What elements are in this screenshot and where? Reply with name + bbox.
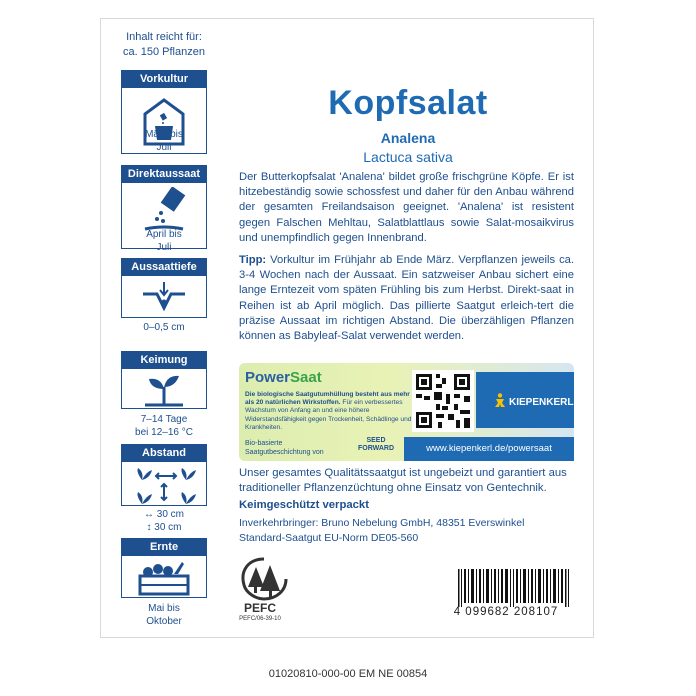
pefc-label: PEFC <box>243 601 276 615</box>
qr-code[interactable] <box>412 370 474 432</box>
tip-text: Vorkultur im Frühjahr ab Ende März. Verpflanzen jeweils ca. 3-4 Wochen nach der Aussaat. Ein satzweiser Anbau sichert eine lange Erntezeit vom späten Frühling bis zum Herbst. Direkt-saat in Reihen ist ab April möglich. Das pillierte Saatgut erleich-tert die präzise Aussaat im richtigen Abstand. Die überzähligen Pflanzen können as Babyleaf-Salat verwendet werden. <box>239 254 574 343</box>
content-amount: Inhalt reicht für: ca. 150 Pflanzen <box>123 31 205 58</box>
quality-statement: Unser gesamtes Qualitätssaatgut ist ungebeizt und garantiert aus traditioneller Pflanzenzüchtung ohne Einsatz von Gentechnik. <box>239 467 567 494</box>
ean-barcode <box>456 569 574 633</box>
aussaattiefe-box <box>121 258 207 318</box>
abstand-label: Abstand <box>122 445 206 462</box>
abstand-caption: ↔ 30 cm ↕ 30 cm <box>143 509 184 533</box>
keimung-label: Keimung <box>122 352 206 369</box>
sowing-depth-icon <box>139 280 189 316</box>
powersaat-url[interactable]: www.kiepenkerl.de/powersaat <box>404 437 574 461</box>
keimung-box <box>121 351 207 409</box>
product-title: Kopfsalat <box>328 84 488 122</box>
ernte-box <box>121 538 207 598</box>
keimung-caption: 7–14 Tage bei 12–16 °C <box>135 414 193 438</box>
barcode-number: 4 099682 208107 <box>453 606 559 618</box>
harvest-crate-icon <box>134 560 194 598</box>
variety-name: Analena <box>380 130 436 146</box>
plant-spacing-icon <box>132 466 196 506</box>
direktaussaat-caption: April bis Juli <box>146 229 182 253</box>
sidebar <box>117 30 211 60</box>
aussaattiefe-caption: 0–0,5 cm <box>143 322 185 333</box>
direktaussaat-label: Direktaussaat <box>122 166 206 183</box>
pefc-trees-icon <box>236 557 292 601</box>
tip-paragraph <box>239 253 574 344</box>
powersaat-description: Die biologische Saatgutumhüllung besteht aus mehr als 20 natürlichen Wirkstoffen. Für ein verbessertes Wachstum von Anfang an und eine höhere Widerstandsfähigkeit gegen Trockenheit, Schädlinge und Krankheiten. <box>245 391 412 431</box>
seed-packet-sowing-icon <box>139 187 189 233</box>
ernte-label: Ernte <box>122 539 206 556</box>
seed-forward-logo: SEED FORWARD <box>357 437 395 452</box>
sealed-statement: Keimgeschützt verpackt <box>239 499 369 511</box>
powersaat-logo: PowerSaat <box>245 369 322 386</box>
pefc-code: PEFC/06-39-10 <box>239 616 281 622</box>
distributor-info: Inverkehrbringer: Bruno Nebelung GmbH, 48351 Everswinkel <box>239 517 525 529</box>
seedling-icon <box>139 373 189 407</box>
vorkultur-label: Vorkultur <box>122 71 206 88</box>
latin-name: Lactuca sativa <box>363 149 453 165</box>
qr-code-icon <box>412 370 474 432</box>
kiepenkerl-logo: KIEPENKERL <box>494 393 573 408</box>
footer-code: 01020810-000-00 EM NE 00854 <box>268 668 428 680</box>
kiepenkerl-figure-icon <box>494 393 506 407</box>
aussaattiefe-label: Aussaattiefe <box>122 259 206 276</box>
vorkultur-caption: März bis Juli <box>145 129 183 153</box>
description-paragraph: Der Butterkopfsalat 'Analena' bildet große frischgrüne Köpfe. Er ist hitzebeständig sowie schossfest und daher für den Anbau während der gesamten Freilandsaison geeignet. 'Analena' ist resistent gegen Falschen Mehltau, Salatblattlaus sowie Salat-mosaikvirus und unempfindlich gegen Innenbrand. <box>239 171 574 244</box>
standard-info: Standard-Saatgut EU-Norm DE05-560 <box>239 532 419 544</box>
ernte-caption: Mai bis Oktober <box>146 603 182 627</box>
abstand-box <box>121 444 207 506</box>
bio-coating-label: Bio-basierte Saatgutbeschichtung von <box>245 440 324 456</box>
tip-label: Tipp: <box>239 254 267 266</box>
